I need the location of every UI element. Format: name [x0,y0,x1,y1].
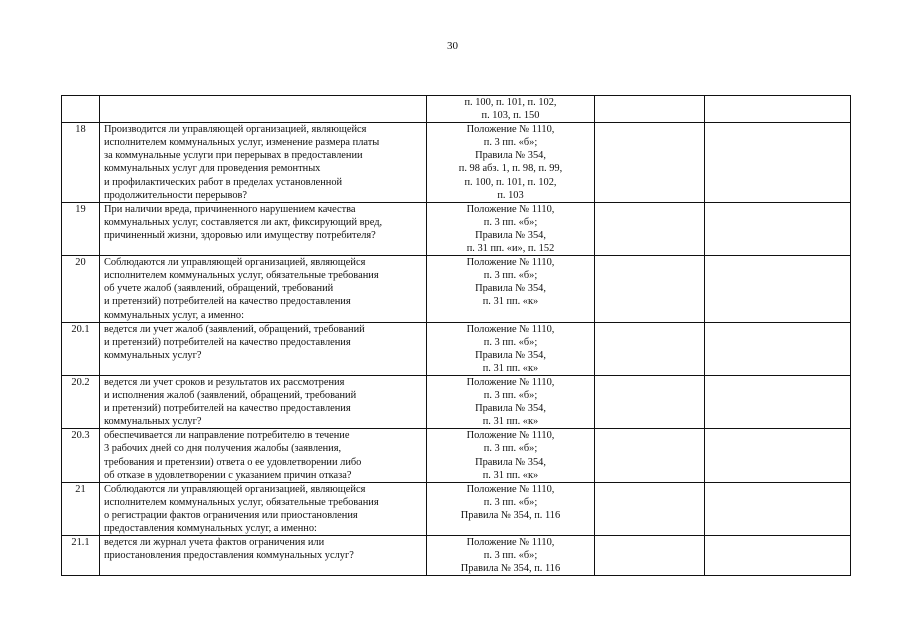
row-number: 18 [62,123,100,203]
question-cell [100,123,427,203]
reference-line: Положение № 1110, [466,376,555,388]
row-number: 20.3 [62,429,100,482]
question-cell [100,482,427,535]
question-line: и профилактических работ в пределах установленной [104,176,343,188]
row-number [62,96,100,123]
row-number: 21.1 [62,536,100,576]
reference-line: Правила № 354, [475,283,546,295]
answer-cell[interactable] [595,202,705,255]
table-row [62,202,851,255]
answer-cell[interactable] [595,96,705,123]
answer-cell[interactable] [595,536,705,576]
answer-cell[interactable] [595,123,705,203]
question-line: ведется ли журнал учета фактов ограничения или [104,537,325,549]
note-cell[interactable] [705,123,851,203]
answer-cell[interactable] [595,429,705,482]
reference-line: п. 98 абз. 1, п. 98, п. 99, [458,163,563,175]
reference-line: п. 103, п. 150 [481,110,540,122]
note-cell[interactable] [705,256,851,322]
reference-line: Правила № 354, [475,349,546,361]
reference-cell [427,202,595,255]
checklist-table-body [62,96,851,576]
row-number: 20 [62,256,100,322]
reference-line: п. 3 пп. «б»; [483,496,538,508]
question-line: требования и претензии) ответа о ее удовлетворении либо [104,456,362,468]
reference-line: Положение № 1110, [466,323,555,335]
question-cell [100,202,427,255]
note-cell[interactable] [705,202,851,255]
checklist-table [61,95,851,576]
answer-cell[interactable] [595,322,705,375]
note-cell[interactable] [705,96,851,123]
question-line: обеспечивается ли направление потребителю в течение [104,430,350,442]
reference-line: п. 3 пп. «б»; [483,390,538,402]
reference-cell [427,536,595,576]
reference-cell [427,429,595,482]
question-line: ведется ли учет жалоб (заявлений, обращений, требований [104,323,365,335]
reference-line: п. 3 пп. «б»; [483,336,538,348]
question-line: 3 рабочих дней со дня получения жалобы (заявления, [104,443,342,455]
question-line: за коммунальные услуги при перерывах в предоставлении [104,150,363,162]
table-row [62,375,851,428]
reference-line: Положение № 1110, [466,537,555,549]
row-number: 20.2 [62,375,100,428]
reference-cell [427,256,595,322]
note-cell[interactable] [705,322,851,375]
reference-line: Правила № 354, [475,403,546,415]
question-line: Производится ли управляющей организацией, являющейся [104,124,367,136]
reference-line: п. 31 пп. «к» [482,469,539,481]
question-line: и претензий) потребителей на качество предоставления [104,336,351,348]
question-cell [100,96,427,123]
reference-line: п. 103 [497,189,524,201]
table-row [62,322,851,375]
question-line: приостановления предоставления коммунальных услуг? [104,550,354,562]
question-cell [100,256,427,322]
reference-line: п. 31 пп. «к» [482,296,539,308]
question-cell [100,536,427,576]
question-line: коммунальных услуг, составляется ли акт, фиксирующий вред, [104,216,383,228]
question-cell [100,322,427,375]
reference-cell [427,482,595,535]
question-line: и претензий) потребителей на качество предоставления [104,296,351,308]
row-number: 19 [62,202,100,255]
reference-line: п. 31 пп. «и», п. 152 [466,243,555,255]
question-line: и претензий) потребителей на качество предоставления [104,403,351,415]
reference-line: Правила № 354, [475,229,546,241]
question-line: коммунальных услуг? [104,349,202,361]
reference-line: п. 3 пп. «б»; [483,137,538,149]
reference-line: Правила № 354, [475,150,546,162]
question-line: продолжительности перерывов? [104,189,248,201]
question-line: и исполнения жалоб (заявлений, обращений, требований [104,390,357,402]
question-line: исполнителем коммунальных услуг, обязательные требования [104,496,379,508]
note-cell[interactable] [705,429,851,482]
question-line: Соблюдаются ли управляющей организацией, являющейся [104,257,366,269]
table-row [62,256,851,322]
question-line: При наличии вреда, причиненного нарушением качества [104,203,356,215]
table-row [62,429,851,482]
reference-line: Положение № 1110, [466,430,555,442]
reference-line: Правила № 354, п. 116 [460,563,561,575]
question-line: причиненный жизни, здоровью или имуществу потребителя? [104,229,376,241]
row-number: 21 [62,482,100,535]
question-line: коммунальных услуг для проведения ремонтных [104,163,321,175]
question-line: ведется ли учет сроков и результатов их рассмотрения [104,376,345,388]
reference-line: п. 100, п. 101, п. 102, [464,176,557,188]
reference-line: Правила № 354, [475,456,546,468]
question-line: о регистрации фактов ограничения или приостановления [104,509,358,521]
reference-cell [427,375,595,428]
reference-line: Положение № 1110, [466,203,555,215]
table-row [62,123,851,203]
table-row [62,536,851,576]
reference-line: п. 100, п. 101, п. 102, [464,97,557,108]
reference-line: Правила № 354, п. 116 [460,509,561,521]
reference-line: п. 3 пп. «б»; [483,550,538,562]
reference-line: п. 31 пп. «к» [482,362,539,374]
row-number: 20.1 [62,322,100,375]
answer-cell[interactable] [595,256,705,322]
note-cell[interactable] [705,375,851,428]
note-cell[interactable] [705,536,851,576]
answer-cell[interactable] [595,375,705,428]
page-number: 30 [447,40,458,52]
table-row [62,482,851,535]
question-line: Соблюдаются ли управляющей организацией, являющейся [104,483,366,495]
question-cell [100,429,427,482]
question-line: исполнителем коммунальных услуг, изменение размера платы [104,137,380,149]
reference-line: Положение № 1110, [466,257,555,269]
question-line: об учете жалоб (заявлений, обращений, требований [104,283,334,295]
question-line: коммунальных услуг? [104,416,202,428]
reference-line: Положение № 1110, [466,124,555,136]
question-line: коммунальных услуг, а именно: [104,309,245,321]
answer-cell[interactable] [595,482,705,535]
reference-line: п. 3 пп. «б»; [483,270,538,282]
reference-line: п. 3 пп. «б»; [483,216,538,228]
reference-cell [427,123,595,203]
question-cell [100,375,427,428]
reference-cell [427,322,595,375]
question-line: предоставления коммунальных услуг, а именно: [104,523,317,534]
note-cell[interactable] [705,482,851,535]
reference-cell [427,96,595,123]
reference-line: Положение № 1110, [466,483,555,495]
question-line: об отказе в удовлетворении с указанием причин отказа? [104,469,352,481]
reference-line: п. 3 пп. «б»; [483,443,538,455]
reference-line: п. 31 пп. «к» [482,416,539,428]
table-row [62,96,851,123]
question-line: исполнителем коммунальных услуг, обязательные требования [104,270,379,282]
